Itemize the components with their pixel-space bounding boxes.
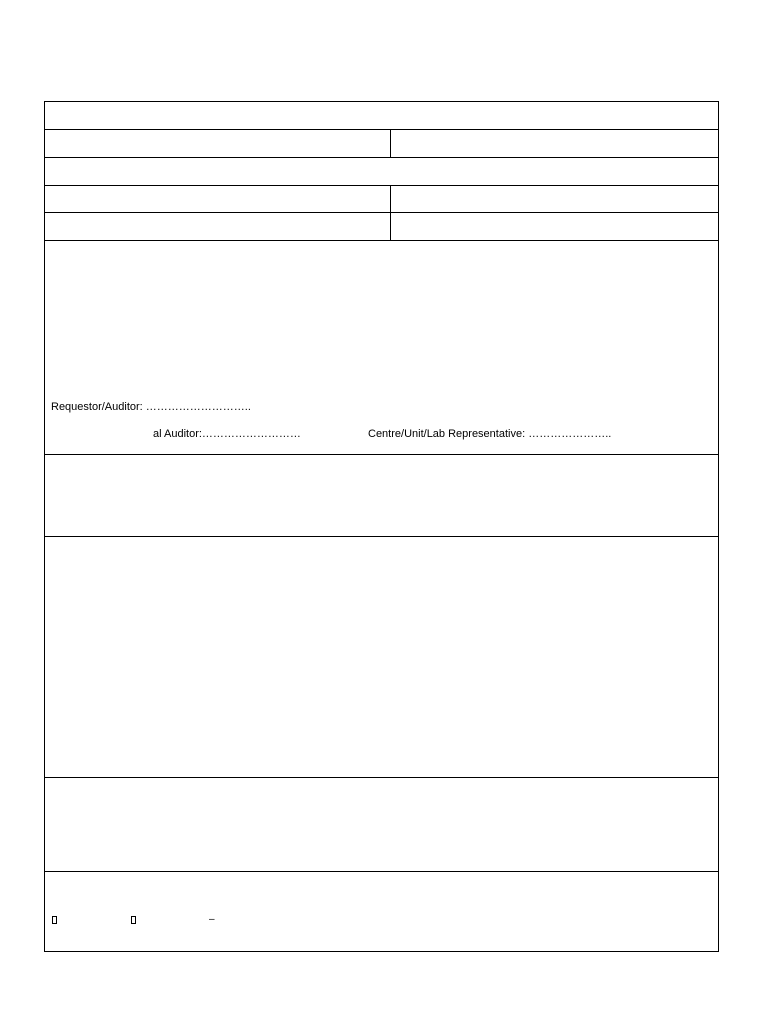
dash-mark: – [209, 914, 215, 925]
form-header-row [45, 102, 718, 130]
requestor-auditor-signature-line: Requestor/Auditor: ……………………….. [51, 401, 251, 413]
al-auditor-signature-line: al Auditor:……………………… [153, 428, 301, 440]
form-row-4 [45, 186, 718, 213]
form-section-7 [45, 455, 718, 537]
form-row-3 [45, 158, 718, 186]
signature-section [45, 241, 718, 455]
column-divider [390, 186, 391, 212]
footer-section [45, 872, 718, 952]
checkbox-option-2[interactable] [131, 916, 136, 924]
form-section-8 [45, 537, 718, 778]
checkbox-option-1[interactable] [52, 916, 57, 924]
column-divider [390, 130, 391, 157]
centre-representative-signature-line: Centre/Unit/Lab Representative: ………………….. [368, 428, 612, 440]
form-section-9 [45, 778, 718, 872]
form-row-2 [45, 130, 718, 158]
audit-form [44, 101, 719, 952]
form-row-5 [45, 213, 718, 241]
column-divider [390, 213, 391, 240]
